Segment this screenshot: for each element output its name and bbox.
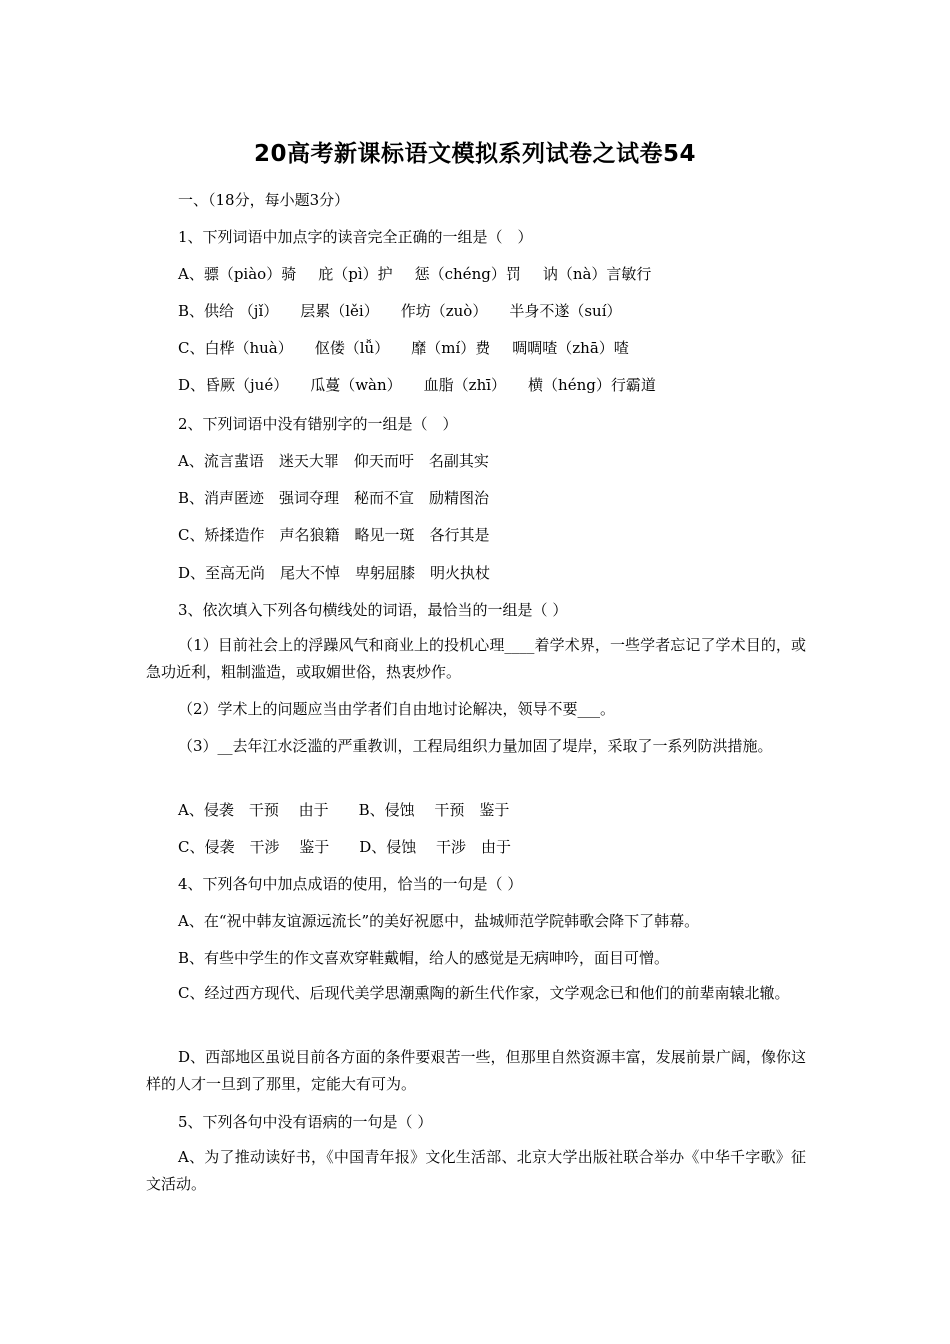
section-heading: 一、（18分，每小题3分）: [178, 191, 350, 209]
question-4-option-a: A、在“祝中韩友谊源远流长”的美好祝愿中，盐城师范学院韩歌会降下了韩幕。: [178, 912, 700, 930]
question-1-stem: 1、下列词语中加点字的读音完全正确的一组是（ ）: [178, 228, 533, 246]
question-1-option-c: C、白桦（huà） 伛偻（lǚ） 靡（mí）费 啁啁喳（zhā）喳: [178, 339, 629, 357]
question-3-sentence-2: （2）学术上的问题应当由学者们自由地讨论解决，领导不要___。: [178, 700, 616, 718]
question-1-option-a: A、骠（piào）骑 庇（pì）护 惩（chéng）罚 讷（nà）言敏行: [178, 265, 652, 283]
question-1-option-d: D、昏厥（jué） 瓜蔓（wàn） 血脂（zhī） 横（héng）行霸道: [178, 376, 656, 394]
question-3-options-cd: C、侵袭 干涉 鉴于 D、侵蚀 干涉 由于: [178, 838, 512, 856]
question-2-option-d: D、至高无尚 尾大不悼 卑躬屈膝 明火执杖: [178, 564, 491, 582]
question-3-options-ab: A、侵袭 干预 由于 B、侵蚀 干预 鉴于: [178, 801, 510, 819]
question-4-option-d: D、西部地区虽说目前各方面的条件要艰苦一些，但那里自然资源丰富，发展前景广阔，像你这样的人才一旦到了那里，定能大有可为。: [146, 1048, 806, 1093]
page-title: 20高考新课标语文模拟系列试卷之试卷54: [253, 141, 696, 167]
question-3-sentence-3: （3）__去年江水泛滥的严重教训，工程局组织力量加固了堤岸，采取了一系列防洪措施。: [178, 737, 773, 755]
question-1-option-b: B、供给 （jǐ） 层累（lěi） 作坊（zuò） 半身不遂（suí）: [178, 302, 622, 320]
question-4-stem: 4、下列各句中加点成语的使用，恰当的一句是（ ）: [178, 875, 523, 893]
question-2-option-a: A、流言蜚语 迷天大罪 仰天而吁 名副其实: [178, 452, 489, 470]
question-5-stem: 5、下列各句中没有语病的一句是（ ）: [178, 1113, 433, 1131]
question-4-option-b: B、有些中学生的作文喜欢穿鞋戴帽，给人的感觉是无病呻吟，面目可憎。: [178, 949, 670, 967]
question-2-option-b: B、消声匿迹 强词夺理 秘而不宣 励精图治: [178, 489, 490, 507]
question-4-option-c: C、经过西方现代、后现代美学思潮熏陶的新生代作家，文学观念已和他们的前辈南辕北辙。: [178, 984, 790, 1002]
question-3-stem: 3、依次填入下列各句横线处的词语，最恰当的一组是（ ）: [178, 601, 568, 619]
question-3-sentence-1: （1）目前社会上的浮躁风气和商业上的投机心理____着学术界，一些学者忘记了学术目的，或急功近利，粗制滥造，或取媚世俗，热衷炒作。: [146, 636, 806, 681]
question-5-option-a: A、为了推动读好书，《中国青年报》文化生活部、北京大学出版社联合举办《中华千字歌》征文活动。: [146, 1148, 806, 1193]
question-2-stem: 2、下列词语中没有错别字的一组是（ ）: [178, 415, 458, 433]
question-2-option-c: C、矫揉造作 声名狼籍 略见一斑 各行其是: [178, 526, 490, 544]
